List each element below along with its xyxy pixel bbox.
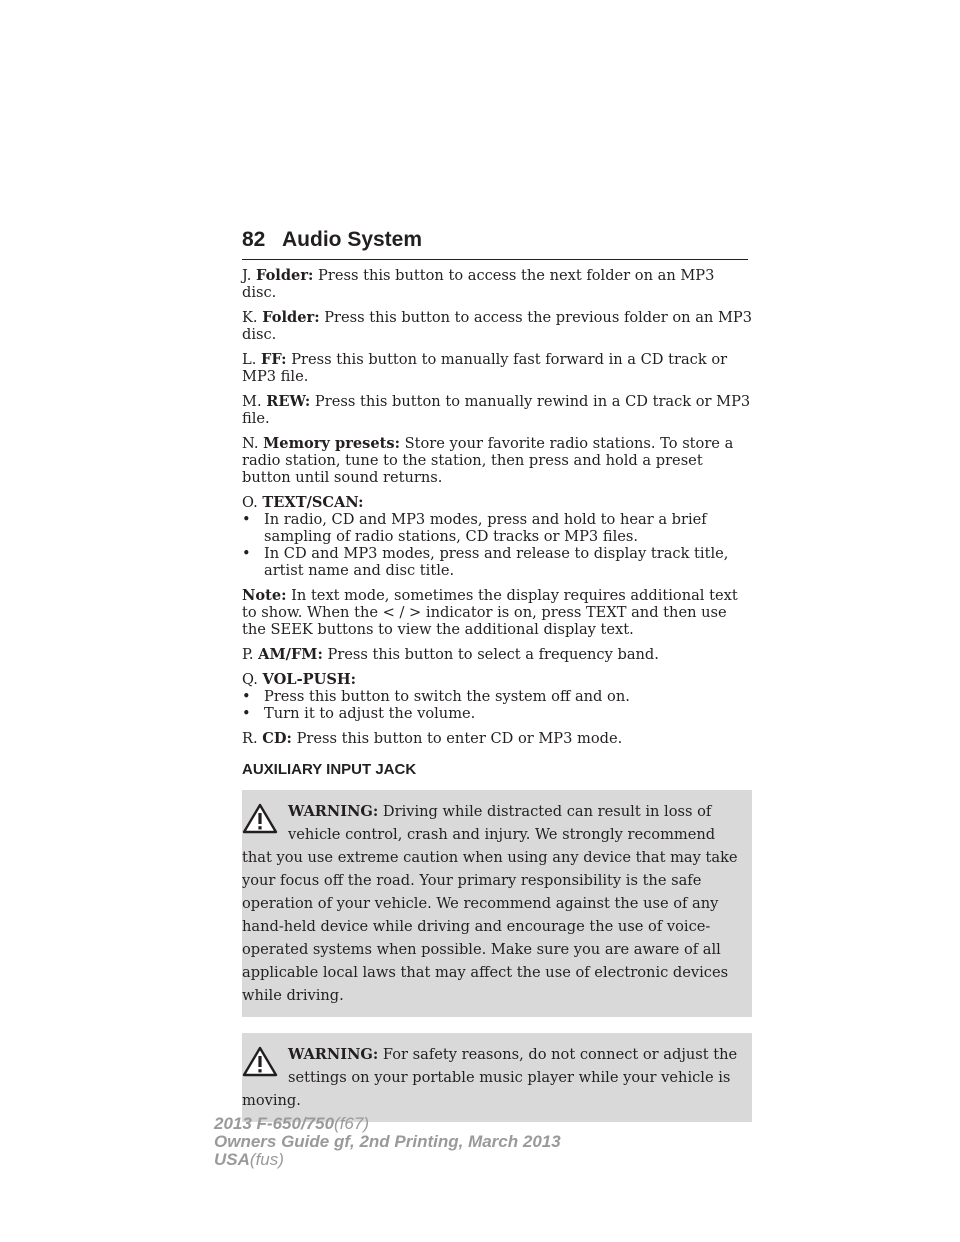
item-letter: N.: [242, 435, 259, 452]
bullet-icon: •: [242, 545, 251, 562]
item-letter: O.: [242, 494, 258, 511]
item-letter: P.: [242, 646, 254, 663]
list-item: [242, 511, 752, 545]
bullet-icon: •: [242, 688, 251, 705]
footer-market-code: (fus): [249, 1150, 284, 1169]
header-rule: [242, 259, 748, 260]
item-r: [242, 730, 752, 747]
item-label: TEXT/SCAN:: [262, 494, 364, 511]
item-q-bullets: [242, 688, 752, 722]
warning-box: [242, 1033, 752, 1122]
page-content: [242, 267, 752, 1138]
item-n: [242, 435, 752, 486]
page-number: 82: [242, 228, 266, 251]
item-letter: R.: [242, 730, 258, 747]
item-k: [242, 309, 752, 343]
warning-box: [242, 790, 752, 1017]
item-q: [242, 671, 752, 688]
warning-label: WARNING:: [288, 803, 379, 820]
footer-line-guide: Owners Guide gf, 2nd Printing, March 2013: [214, 1132, 561, 1151]
item-o: [242, 494, 752, 511]
item-label: REW:: [266, 393, 311, 410]
page-header: [242, 228, 748, 252]
page-footer: [214, 1115, 561, 1169]
bullet-text: In radio, CD and MP3 modes, press and hold to hear a brief sampling of radio stations, CD tracks or MP3 files.: [264, 511, 707, 545]
section-heading: AUXILIARY INPUT JACK: [242, 761, 417, 778]
item-m: [242, 393, 752, 427]
item-label: Folder:: [262, 309, 320, 326]
item-letter: J.: [242, 267, 252, 284]
warning-triangle-icon: [242, 802, 288, 842]
item-l: [242, 351, 752, 385]
item-letter: K.: [242, 309, 258, 326]
warning-triangle-icon: [242, 1045, 288, 1085]
footer-line-model: [214, 1115, 561, 1133]
bullet-icon: •: [242, 705, 251, 722]
item-text: Press this button to access the next folder on an MP3 disc.: [242, 267, 715, 301]
item-text: Press this button to manually fast forward in a CD track or MP3 file.: [242, 351, 728, 385]
item-text: Press this button to manually rewind in a CD track or MP3 file.: [242, 393, 751, 427]
item-letter: M.: [242, 393, 262, 410]
note-text: In text mode, sometimes the display requires additional text to show. When the < / > indicator is on, press TEXT and then use the SEEK buttons to view the additional display text.: [242, 587, 738, 638]
item-j: [242, 267, 752, 301]
item-label: Memory presets:: [263, 435, 401, 452]
bullet-text: Turn it to adjust the volume.: [264, 705, 476, 722]
item-label: CD:: [262, 730, 292, 747]
item-letter: L.: [242, 351, 257, 368]
footer-model: 2013 F-650/750: [214, 1114, 335, 1133]
section-title: Audio System: [282, 228, 423, 251]
footer-market: USA: [214, 1150, 250, 1169]
item-label: AM/FM:: [258, 646, 323, 663]
item-label: Folder:: [256, 267, 314, 284]
item-label: FF:: [260, 351, 287, 368]
item-letter: Q.: [242, 671, 258, 688]
note: [242, 587, 752, 638]
item-label: VOL-PUSH:: [262, 671, 357, 688]
item-o-bullets: [242, 511, 752, 579]
item-text: Press this button to enter CD or MP3 mode.: [296, 730, 623, 747]
item-text: Press this button to access the previous folder on an MP3 disc.: [242, 309, 753, 343]
list-item: [242, 545, 752, 579]
warning-label: WARNING:: [288, 1046, 379, 1063]
note-label: Note:: [242, 587, 287, 604]
warning-text: For safety reasons, do not connect or adjust the settings on your portable music player while your vehicle is moving.: [242, 1046, 738, 1109]
footer-model-code: (f67): [334, 1114, 370, 1133]
bullet-text: In CD and MP3 modes, press and release to display track title, artist name and disc title.: [264, 545, 729, 579]
list-item: [242, 688, 752, 705]
warning-text: Driving while distracted can result in loss of vehicle control, crash and injury. We strongly recommend that you use extreme caution when using any device that may take your focus off the road. Your primary responsibility is the safe operation of your vehicle. We recommend against the use of any hand-held device while driving and encourage the use of voice-operated systems when possible. Make sure you are aware of all applicable local laws that may affect the use of electronic devices while driving.: [242, 803, 738, 1004]
bullet-icon: •: [242, 511, 251, 528]
bullet-text: Press this button to switch the system off and on.: [264, 688, 630, 705]
list-item: [242, 705, 752, 722]
footer-line-market: [214, 1151, 561, 1169]
item-p: [242, 646, 752, 663]
item-text: Store your favorite radio stations. To store a radio station, tune to the station, then press and hold a preset button until sound returns.: [242, 435, 734, 486]
item-text: Press this button to select a frequency band.: [327, 646, 659, 663]
